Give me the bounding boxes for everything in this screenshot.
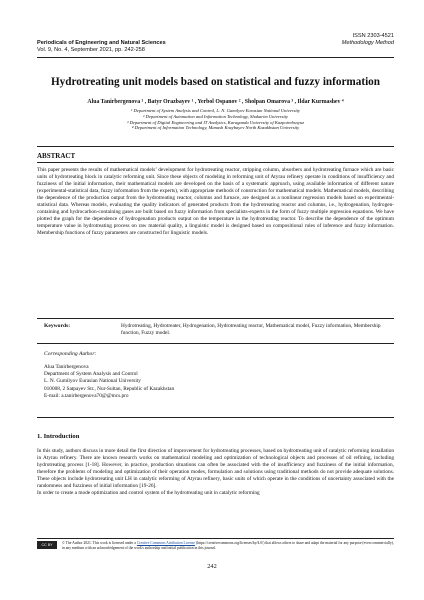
corresponding-line: Alua Tanirbergenova bbox=[44, 364, 89, 370]
article-type: Methodology Method bbox=[341, 40, 394, 47]
corresponding-line: Department of System Analysis and Control bbox=[44, 371, 138, 378]
license-link[interactable]: Creative Commons Attribution License bbox=[136, 541, 195, 545]
journal-name: Periodicals of Engineering and Natural Sciences bbox=[37, 40, 166, 46]
affiliation: ² Department of Automation and Information Technology, Shakarim University bbox=[143, 113, 288, 119]
affiliation: ³ Department of Digital Engineering and IT Analytics, Karaganda University of Kazpotrebsoyuz bbox=[126, 119, 305, 125]
paragraph: In order to create a mode optimization and control system of the hydrotreating unit in catalytic reforming bbox=[37, 490, 260, 496]
keywords-bottom-rule bbox=[37, 343, 394, 344]
author-list: Alua Tanirbergenova ¹ , Batyr Orazbayev ¹ , Yerbol Ospanov ² , Sholpan Omarova ³ , Ildar Kurmashev ⁴ bbox=[87, 99, 344, 105]
abstract-heading: ABSTRACT bbox=[37, 152, 76, 160]
keywords-top-rule bbox=[37, 318, 394, 319]
abstract-heading-rule bbox=[37, 162, 394, 163]
journal-volume: Vol. 9, No. 4, September 2021, pp. 242-258 bbox=[37, 47, 145, 54]
corresponding-details bbox=[44, 364, 174, 400]
abstract-top-rule bbox=[37, 146, 394, 147]
footer-rule bbox=[37, 538, 394, 539]
section-heading-introduction: 1. Introduction bbox=[37, 433, 80, 440]
affiliation: ¹ Department of System Analysis and Control, L. N. Gumilyov Eurasian National University bbox=[131, 108, 300, 113]
corresponding-line: L. N. Gumilyov Eurasian National University bbox=[44, 378, 141, 385]
introduction-body bbox=[37, 448, 394, 497]
keywords-text: Hydrotreating, Hydrotreater, Hydrogenation, Hydrotreating reactor, Mathematical model, Fuzzy information, Membership function, Fuzzy model. bbox=[121, 323, 381, 336]
page-number: 242 bbox=[207, 563, 217, 570]
paper-title: Hydrotreating unit models based on statistical and fuzzy information bbox=[50, 76, 380, 88]
license-footer bbox=[37, 541, 394, 550]
issn-header bbox=[342, 33, 394, 47]
corresponding-line: 010008, 2 Satpayev Str., Nur-Sultan, Republic of Kazakhstan bbox=[44, 385, 175, 392]
affiliations bbox=[37, 108, 394, 131]
keywords-label: Keywords: bbox=[44, 323, 71, 329]
corresponding-heading: Corresponding Author: bbox=[44, 351, 97, 357]
abstract-text: This paper presents the results of mathematical models’ development for hydrotreating reactor, stripping column, absorbers and hydrotreating furnace which are basic units of hydrotreating block in catalytic reforming unit. Since these objects of modeling in reforming unit of Atyrau refinery operate in conditions of insufficiency and fuzziness of the initial information, their mathematical models are developed on the basis of a systematic approach, using available information of different nature (experimental-statistical data, fuzzy information from the experts), with appropriate methods of construction for mathematical models. Mathematical models, describing the dependence of the production output from the hydrotreating reactor, columns and furnace, are designed as a nonlinear regression models based on experimental-statistical data. Whereas models, evaluating the quality indicators of generated products from the hydrotreating reactor and columns, i.e., hydrogenation, hydrogen-containing and hydrocarbon-containing gases are built based on fuzzy information from specialists-experts in the form of fuzzy multiple regression equations. We have plotted the graph for the dependence of hydrogenation products output on the temperature in the hydrotreating reactor. To describe the dependence of the optimum temperature value in hydrotreating process on raw material quality, a linguistic model is designed based on compositional rules of inference and fuzzy information. Membership functions of fuzzy parameters are constructed for linguistic models. bbox=[37, 167, 394, 236]
cc-by-badge: CC BY bbox=[37, 541, 57, 549]
paragraph: In this study, authors discuss in more detail the first direction of improvement for hydrotreating processes, based on hydrotreating unit of catalytic reforming installation in Atyrau refinery. There are known research works on mathematical modeling and optimization of technological objects and processes of oil refining, including hydrotreating process [1-18]. However, in practice, production situations can often be associated with the of insufficiency and fuzziness of the initial information, therefore the problems of modeling and optimization of their operation modes, formulation and solutions using traditional methods do not provide adequate solutions. These objects include hydrotreating unit LH in catalytic reforming of Atyrau refinery, basic units of which operate in the conditions of uncertainty associated with the randomness and fuzziness of initial information [19-26]. bbox=[37, 448, 394, 489]
corresponding-email: E-mail: a.tanirbergenova70@@mcs.pro bbox=[44, 392, 129, 399]
journal-header bbox=[37, 40, 166, 54]
affiliation: ⁴ Department of Information Technology, Manash Kozybayev North Kazakhstan University bbox=[131, 125, 300, 131]
header-rule bbox=[37, 57, 394, 58]
issn: ISSN 2303-4521 bbox=[352, 33, 394, 39]
license-text: © The Author 2021. This work is licensed under a Creative Commons Attribution License (https://creativecommons.org/licenses/by/4.0/) that allows others to share and adapt the material for any purpose (even commercially), in any medium with an acknowledgement of the work's authorship and initial publication in this journal. bbox=[62, 541, 394, 550]
front-matter-bottom-rule bbox=[37, 417, 394, 418]
